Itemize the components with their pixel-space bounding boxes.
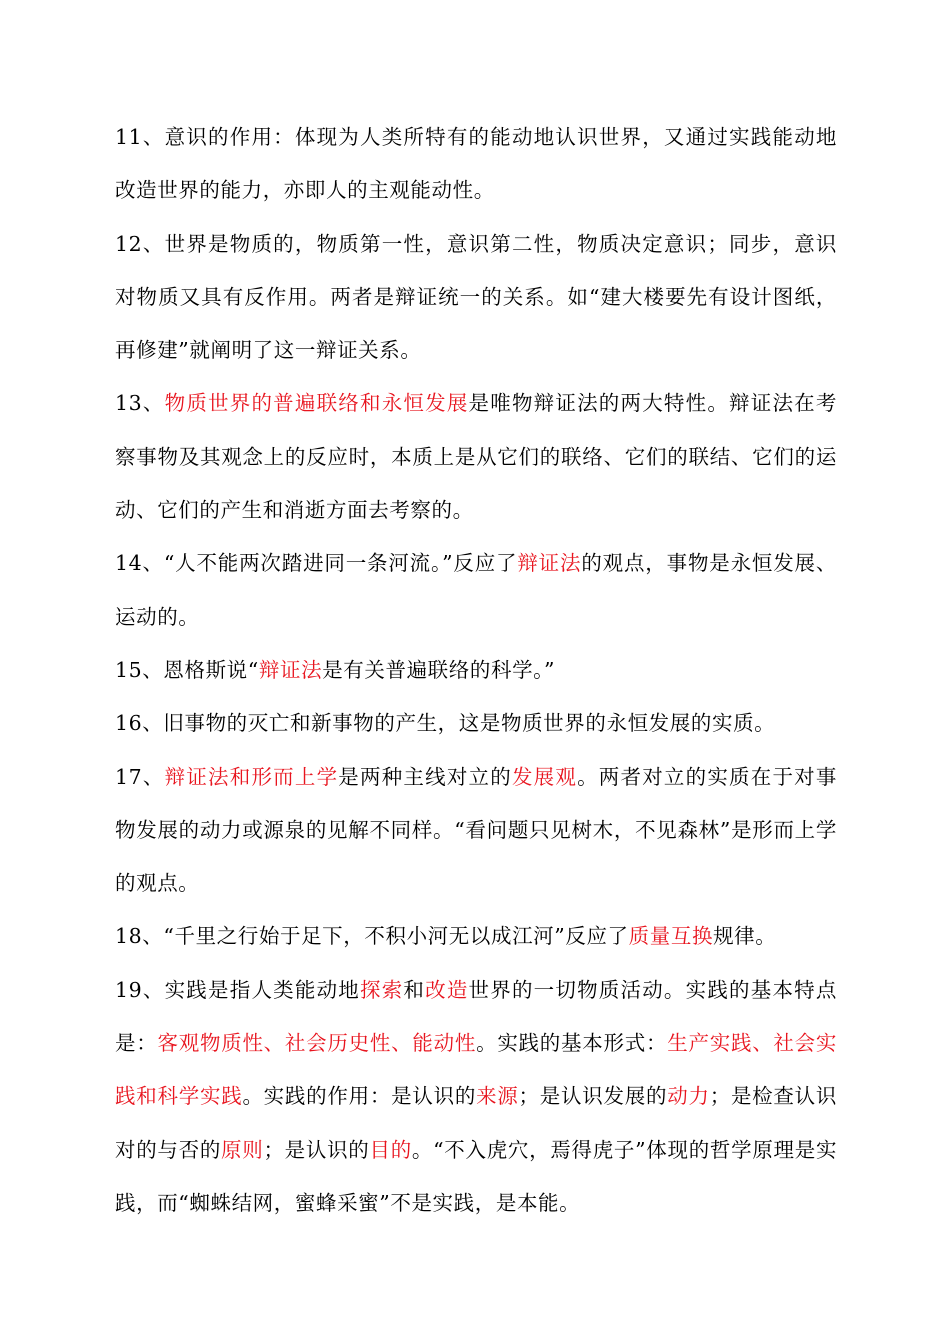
paragraph-15 bbox=[115, 644, 837, 697]
highlighted-text: 质量互换 bbox=[628, 924, 714, 949]
paragraph-text: 11、意识的作用：体现为人类所特有的能动地认识世界，又通过实践能动地改造世界的能力，亦即人的主观能动性。 bbox=[115, 125, 837, 203]
paragraph-19 bbox=[115, 964, 837, 1230]
paragraph-16 bbox=[115, 697, 837, 750]
paragraph-text: ；是检查认识对的与否的 bbox=[115, 1084, 837, 1162]
paragraph-text: 17、 bbox=[115, 764, 165, 789]
paragraph-12 bbox=[115, 218, 837, 378]
paragraph-text: 的观点，事物是永恒发展、运动的。 bbox=[115, 551, 837, 629]
paragraph-text: 。实践的基本形式： bbox=[476, 1031, 668, 1056]
paragraph-text: 18、“千里之行始于足下，不积小河无以成江河”反应了 bbox=[115, 924, 629, 949]
paragraph-text: 12、世界是物质的，物质第一性，意识第二性，物质决定意识；同步，意识对物质又具有反作用。两者是辩证统一的关系。如“建大楼要先有设计图纸，再修建”就阐明了这一辩证关系。 bbox=[115, 231, 837, 363]
highlighted-text: 客观物质性、社会历史性、能动性 bbox=[157, 1031, 477, 1056]
highlighted-text: 改造 bbox=[425, 977, 469, 1002]
paragraph-text: 是有关普遍联络的科学。” bbox=[322, 657, 556, 682]
paragraph-text: 世界的一切物质活动。实践的基本特点是： bbox=[115, 977, 837, 1056]
paragraph-text: 。实践的作用：是认识的 bbox=[242, 1084, 477, 1109]
paragraph-text: 是唯物辩证法的两大特性。辩证法在考察事物及其观念上的反应时，本质上是从它们的联络、它们的联结、它们的运动、它们的产生和消逝方面去考察的。 bbox=[115, 391, 837, 523]
paragraph-text: 。两者对立的实质在于对事物发展的动力或源泉的见解不同样。“看问题只见树木，不见森林”是形而上学的观点。 bbox=[115, 764, 837, 896]
paragraph-text: ；是认识发展的 bbox=[518, 1084, 668, 1109]
highlighted-text: 动力 bbox=[667, 1084, 710, 1109]
highlighted-text: 辩证法和形而上学 bbox=[164, 764, 339, 789]
paragraph-text: 14、“人不能两次踏进同一条河流。”反应了 bbox=[115, 551, 518, 576]
paragraph-18 bbox=[115, 910, 837, 963]
highlighted-text: 物质世界的普遍联络和永恒发展 bbox=[164, 391, 469, 416]
paragraph-text: 是两种主线对立的 bbox=[338, 764, 512, 789]
highlighted-text: 原则 bbox=[221, 1137, 264, 1162]
highlighted-text: 探索 bbox=[359, 977, 404, 1002]
paragraph-text: 13、 bbox=[115, 391, 165, 416]
paragraph-text: ；是认识的 bbox=[263, 1137, 370, 1162]
paragraph-17 bbox=[115, 751, 837, 911]
highlighted-text: 来源 bbox=[476, 1084, 519, 1109]
paragraph-13 bbox=[115, 377, 837, 537]
paragraph-text: 19、实践是指人类能动地 bbox=[115, 977, 360, 1002]
paragraph-text: 16、旧事物的灭亡和新事物的产生，这是物质世界的永恒发展的实质。 bbox=[115, 711, 776, 736]
highlighted-text: 辩证法 bbox=[258, 657, 323, 682]
highlighted-text: 目的 bbox=[369, 1137, 412, 1162]
paragraph-text: 和 bbox=[403, 977, 426, 1002]
paragraph-text: 规律。 bbox=[713, 924, 777, 949]
highlighted-text: 发展观 bbox=[511, 764, 578, 789]
paragraph-text: 15、恩格斯说“ bbox=[115, 657, 259, 682]
paragraph-11 bbox=[115, 111, 837, 218]
paragraph-14 bbox=[115, 537, 837, 644]
highlighted-text: 生产实践、社会实践和科学实践 bbox=[115, 1031, 838, 1109]
highlighted-text: 辩证法 bbox=[517, 551, 582, 576]
document-body bbox=[115, 111, 837, 1230]
paragraph-text: 。“不入虎穴，焉得虎子”体现的哲学原理是实践，而“蜘蛛结网，蜜蜂采蜜”不是实践，是本能。 bbox=[115, 1137, 838, 1215]
